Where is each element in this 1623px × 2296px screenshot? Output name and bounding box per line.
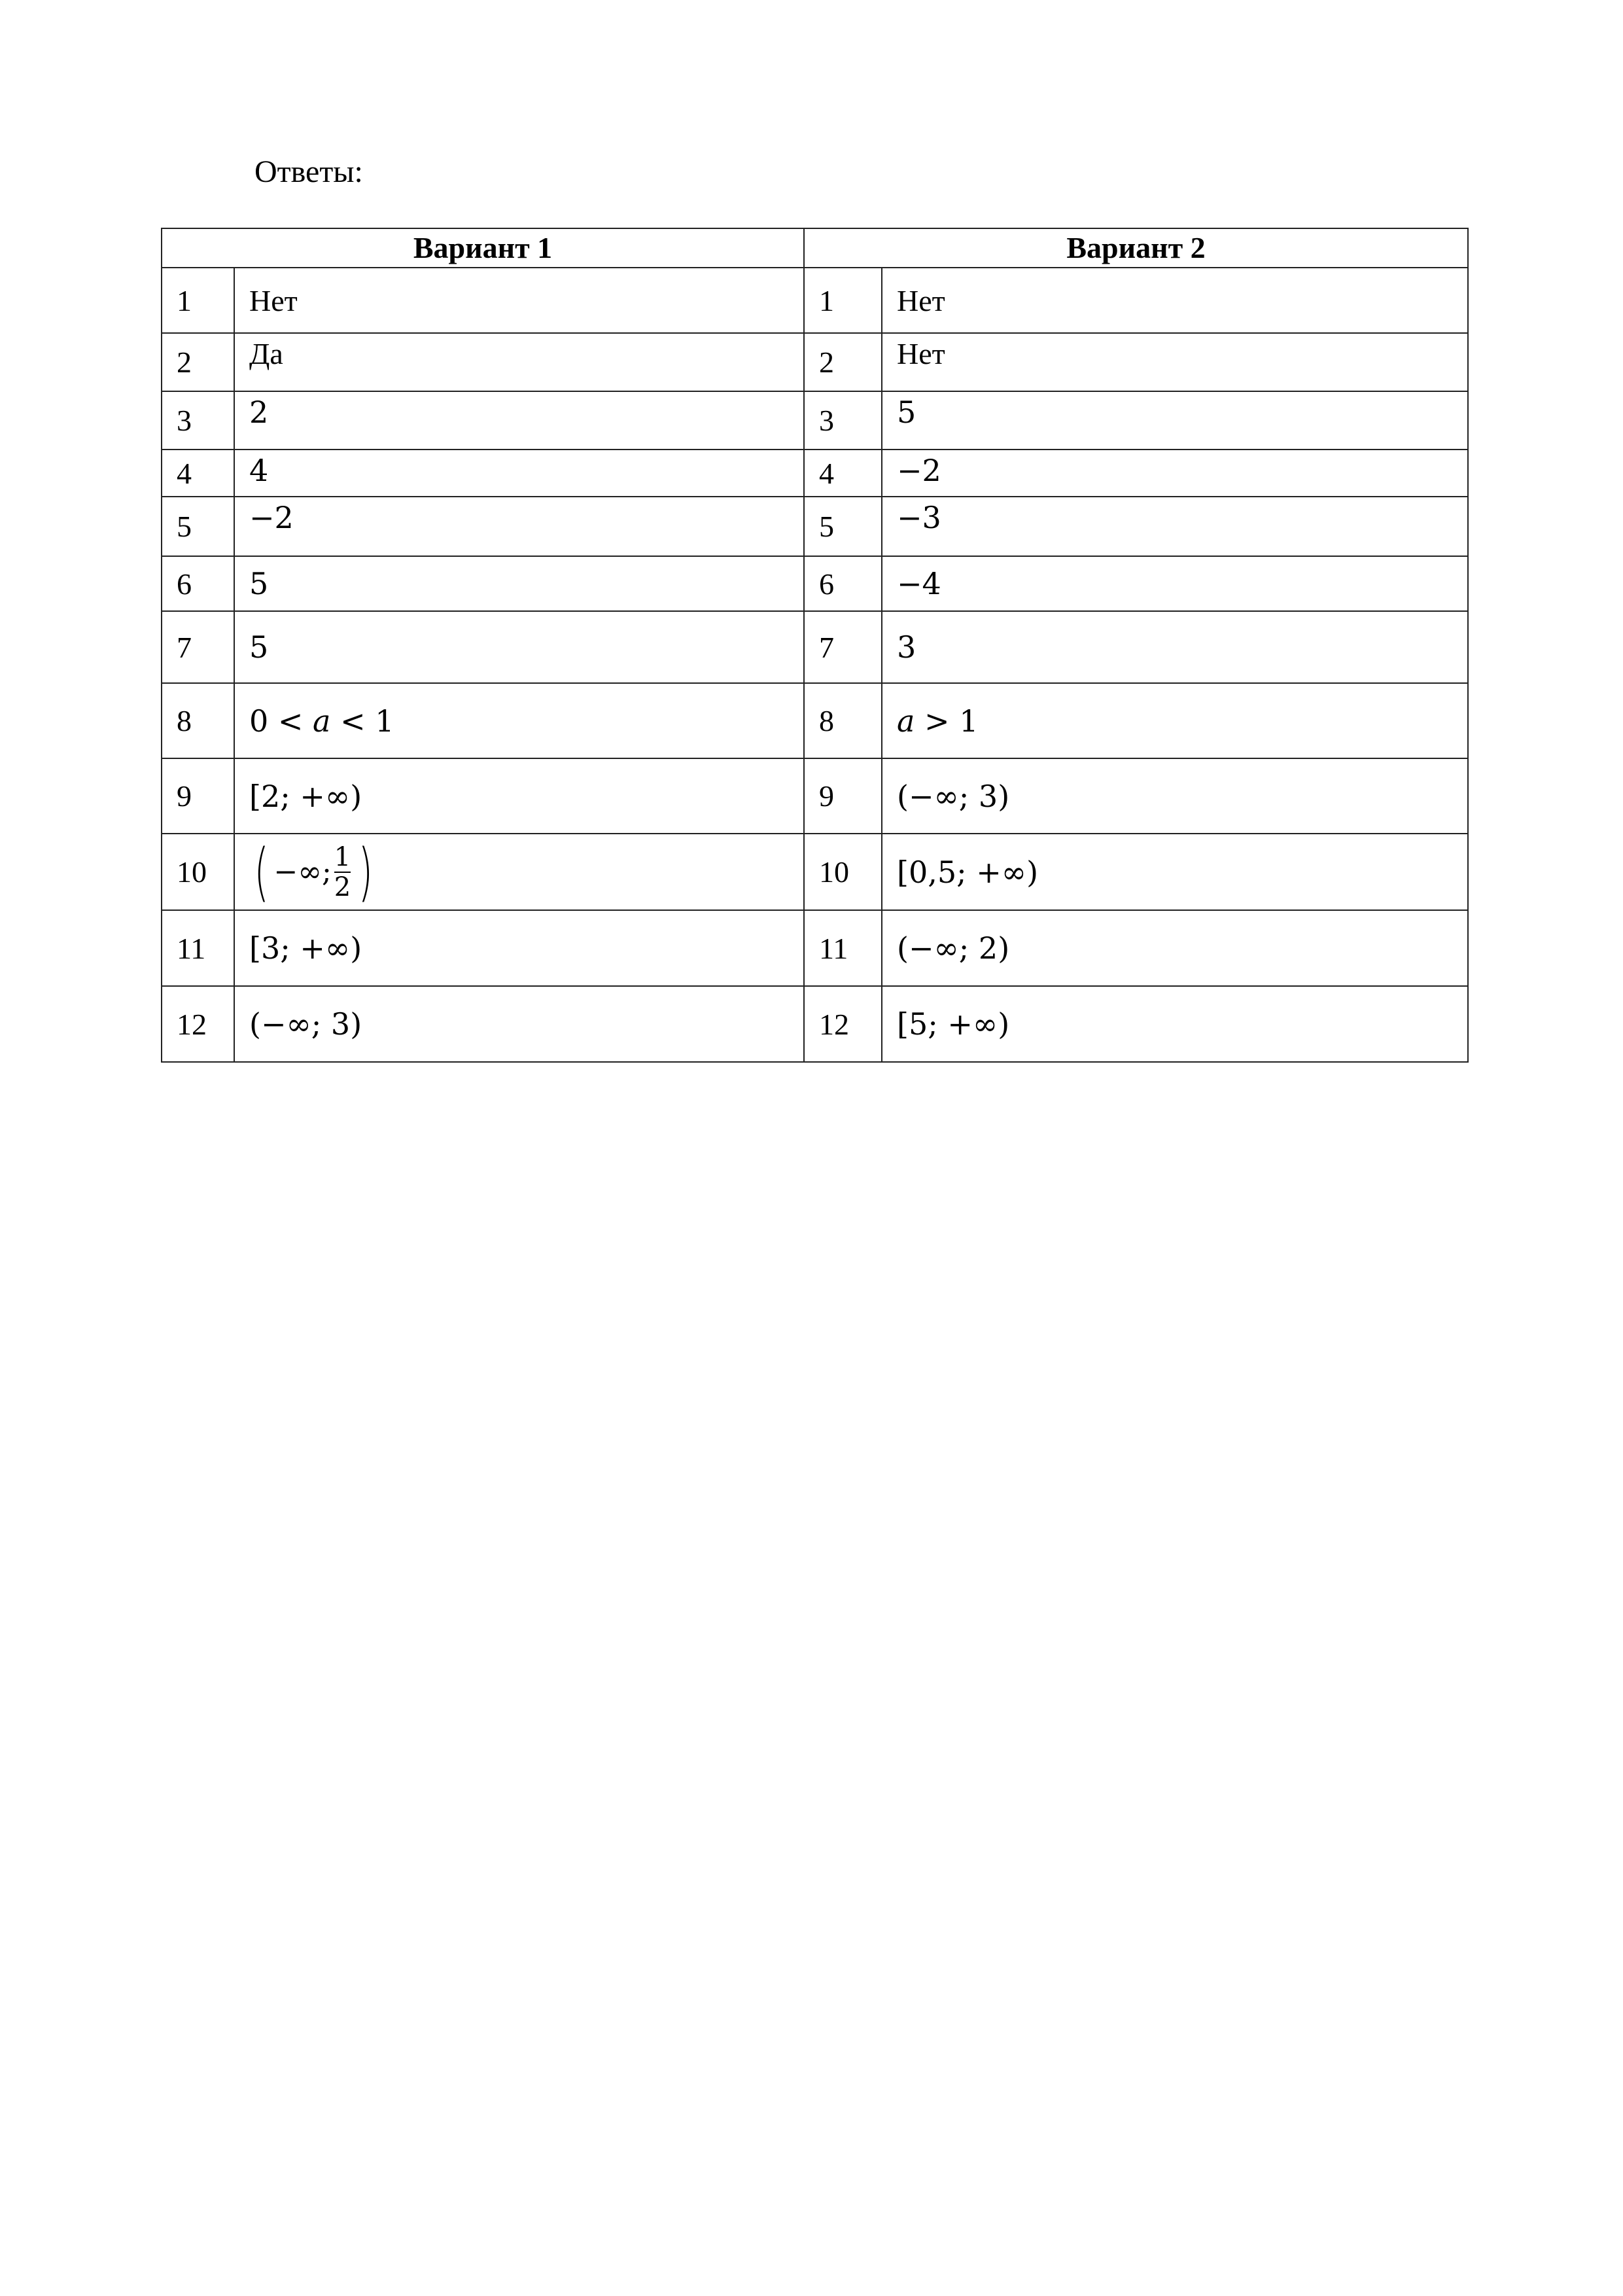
variant-1-answer: −2 (234, 497, 804, 556)
variant-1-number: 3 (162, 391, 234, 450)
variant-2-header: Вариант 2 (804, 228, 1468, 268)
table-row (162, 758, 1468, 834)
variant-1-number: 5 (162, 497, 234, 556)
variant-1-number: 8 (162, 683, 234, 758)
variant-2-answer: Нет (882, 268, 1468, 333)
variant-2-answer: (−∞; 3) (882, 758, 1468, 834)
variant-1-number: 9 (162, 758, 234, 834)
table-row (162, 611, 1468, 683)
table-row (162, 268, 1468, 333)
variant-2-answer: 5 (882, 391, 1468, 450)
variant-1-answer: Да (234, 333, 804, 391)
variant-2-answer: −4 (882, 556, 1468, 611)
variant-1-number: 11 (162, 910, 234, 986)
variant-1-answer: Нет (234, 268, 804, 333)
table-row (162, 333, 1468, 391)
answers-table (161, 228, 1469, 1063)
answers-heading: Ответы: (254, 154, 363, 189)
variant-1-number: 2 (162, 333, 234, 391)
variant-1-number: 6 (162, 556, 234, 611)
variant-2-number: 6 (804, 556, 882, 611)
variant-2-number: 11 (804, 910, 882, 986)
table-row (162, 986, 1468, 1062)
variant-1-number: 12 (162, 986, 234, 1062)
variant-1-answer: (−∞; 3) (234, 986, 804, 1062)
variant-2-number: 1 (804, 268, 882, 333)
variant-1-number: 10 (162, 834, 234, 910)
variant-2-number: 5 (804, 497, 882, 556)
variant-2-number: 12 (804, 986, 882, 1062)
table-row (162, 556, 1468, 611)
variant-1-number: 4 (162, 450, 234, 497)
variant-2-answer: [5; +∞) (882, 986, 1468, 1062)
table-row (162, 497, 1468, 556)
variant-1-answer: 0 < 𝑎 < 1 (234, 683, 804, 758)
variant-2-number: 2 (804, 333, 882, 391)
variant-2-answer: [0,5; +∞) (882, 834, 1468, 910)
variant-1-answer (234, 834, 804, 910)
variant-1-answer: 4 (234, 450, 804, 497)
variant-2-number: 3 (804, 391, 882, 450)
variant-2-answer: 3 (882, 611, 1468, 683)
table-row (162, 683, 1468, 758)
variant-1-answer: 5 (234, 556, 804, 611)
variant-1-number: 1 (162, 268, 234, 333)
variant-2-answer: (−∞; 2) (882, 910, 1468, 986)
table-row (162, 910, 1468, 986)
table-row (162, 450, 1468, 497)
variant-1-answer: [2; +∞) (234, 758, 804, 834)
variant-2-answer: −2 (882, 450, 1468, 497)
variant-2-answer: Нет (882, 333, 1468, 391)
table-row (162, 834, 1468, 910)
fraction-denominator: 2 (334, 872, 351, 902)
open-paren: ( (254, 835, 269, 909)
interval-prefix: −∞; (273, 855, 332, 889)
variant-2-number: 9 (804, 758, 882, 834)
table-row (162, 391, 1468, 450)
variant-2-number: 7 (804, 611, 882, 683)
variant-1-answer: 2 (234, 391, 804, 450)
fraction-interval (249, 835, 378, 909)
fraction-numerator: 1 (334, 841, 351, 872)
variant-2-number: 10 (804, 834, 882, 910)
variant-1-header: Вариант 1 (162, 228, 804, 268)
variant-1-number: 7 (162, 611, 234, 683)
table-header-row (162, 228, 1468, 268)
variant-2-answer: −3 (882, 497, 1468, 556)
variant-2-number: 4 (804, 450, 882, 497)
variant-1-answer: 5 (234, 611, 804, 683)
variant-1-answer: [3; +∞) (234, 910, 804, 986)
variant-2-answer: 𝑎 > 1 (882, 683, 1468, 758)
close-paren: ) (358, 835, 374, 909)
variant-2-number: 8 (804, 683, 882, 758)
fraction (334, 843, 351, 902)
